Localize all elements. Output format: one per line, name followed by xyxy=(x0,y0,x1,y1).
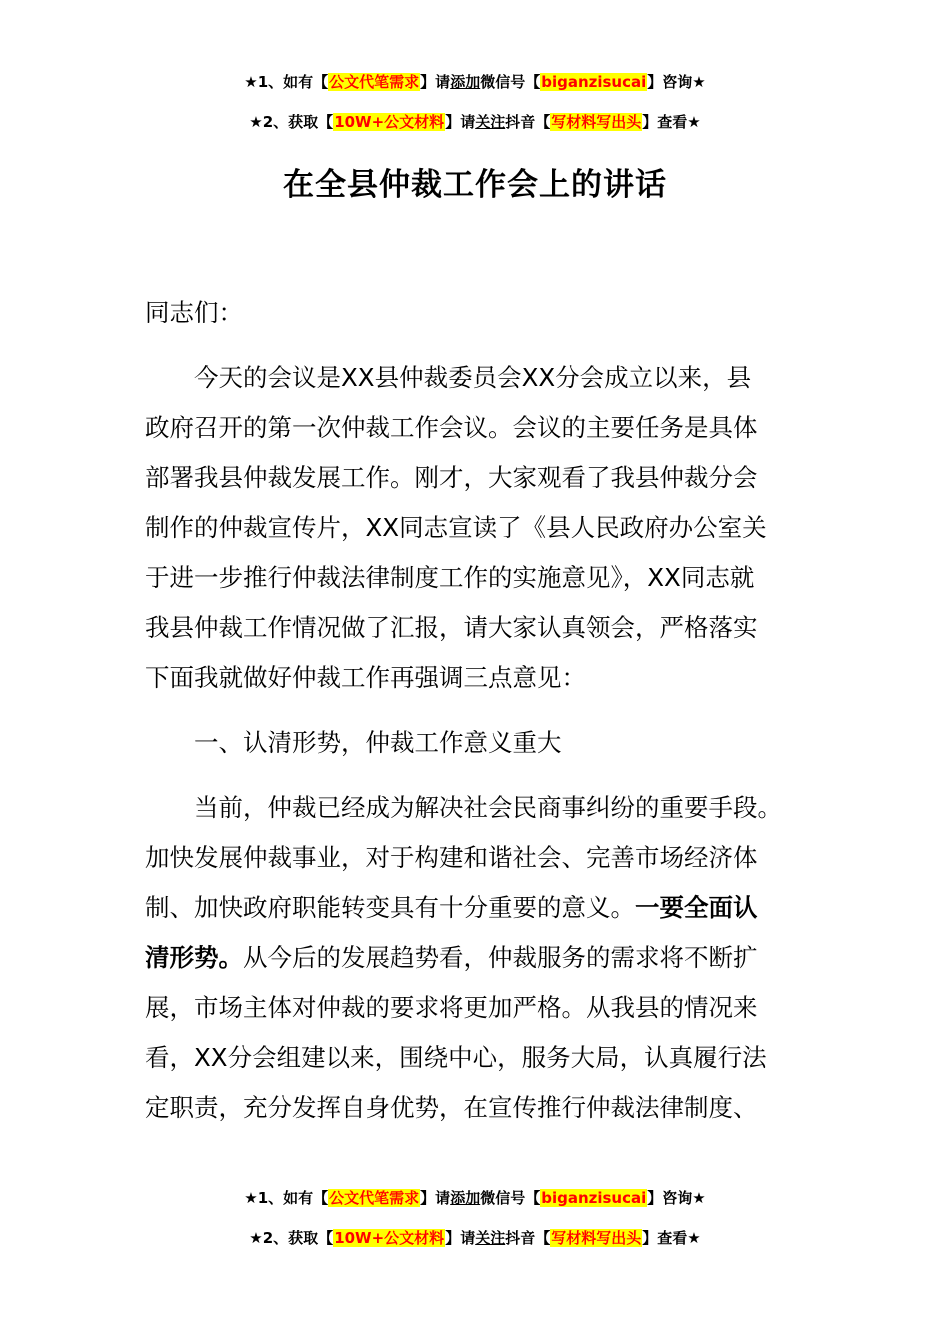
paragraph-line: 制作的仲裁宣传片，XX同志宣读了《县人民政府办公室关 xyxy=(145,513,767,542)
paragraph-line: 我县仲裁工作情况做了汇报，请大家认真领会，严格落实 xyxy=(145,613,758,642)
paragraph-line: 于进一步推行仲裁法律制度工作的实施意见》，XX同志就 xyxy=(145,563,755,592)
highlight-douyin-id: 写材料写出头 xyxy=(551,1229,642,1247)
paragraph-line: 定职责，充分发挥自身优势，在宣传推行仲裁法律制度、 xyxy=(145,1093,758,1122)
emphasis-text: 一要全面认 xyxy=(635,893,758,922)
highlight-service: 公文代笔需求 xyxy=(329,73,420,91)
salutation: 同志们： xyxy=(145,298,243,327)
paragraph-line: 制、加快政府职能转变具有十分重要的意义。一要全面认 xyxy=(145,893,758,922)
highlight-materials: 10W+公文材料 xyxy=(334,1229,445,1247)
paragraph-line: 部署我县仲裁发展工作。刚才，大家观看了我县仲裁分会 xyxy=(145,463,758,492)
emphasis-text: 清形势。 xyxy=(145,943,243,972)
highlight-service: 公文代笔需求 xyxy=(329,1189,420,1207)
paragraph-line: 下面我就做好仲裁工作再强调三点意见： xyxy=(145,663,586,692)
document-title: 在全县仲裁工作会上的讲话 xyxy=(283,167,667,203)
paragraph-line: 当前，仲裁已经成为解决社会民商事纠纷的重要手段。 xyxy=(145,793,782,822)
highlight-materials: 10W+公文材料 xyxy=(334,113,445,131)
header-banner-line-1: ★1、如有【公文代笔需求】请添加微信号【biganzisucai】咨询★ xyxy=(244,73,706,91)
footer-banner-line-2: ★2、获取【10W+公文材料】请关注抖音【写材料写出头】查看★ xyxy=(249,1229,701,1247)
highlight-wechat-id: biganzisucai xyxy=(541,1189,647,1207)
paragraph-line: 看，XX分会组建以来，围绕中心，服务大局，认真履行法 xyxy=(145,1043,767,1072)
paragraph-line: 展，市场主体对仲裁的要求将更加严格。从我县的情况来 xyxy=(145,993,758,1022)
footer-banner-line-1: ★1、如有【公文代笔需求】请添加微信号【biganzisucai】咨询★ xyxy=(244,1189,706,1207)
section-heading: 一、认清形势，仲裁工作意义重大 xyxy=(145,728,562,757)
paragraph-line: 政府召开的第一次仲裁工作会议。会议的主要任务是具体 xyxy=(145,413,758,442)
header-banner-line-2: ★2、获取【10W+公文材料】请关注抖音【写材料写出头】查看★ xyxy=(249,113,701,131)
paragraph-line: 今天的会议是XX县仲裁委员会XX分会成立以来，县 xyxy=(145,363,752,392)
paragraph-line: 加快发展仲裁事业，对于构建和谐社会、完善市场经济体 xyxy=(145,843,758,872)
paragraph-line: 清形势。从今后的发展趋势看，仲裁服务的需求将不断扩 xyxy=(145,943,758,972)
highlight-wechat-id: biganzisucai xyxy=(541,73,647,91)
highlight-douyin-id: 写材料写出头 xyxy=(551,113,642,131)
